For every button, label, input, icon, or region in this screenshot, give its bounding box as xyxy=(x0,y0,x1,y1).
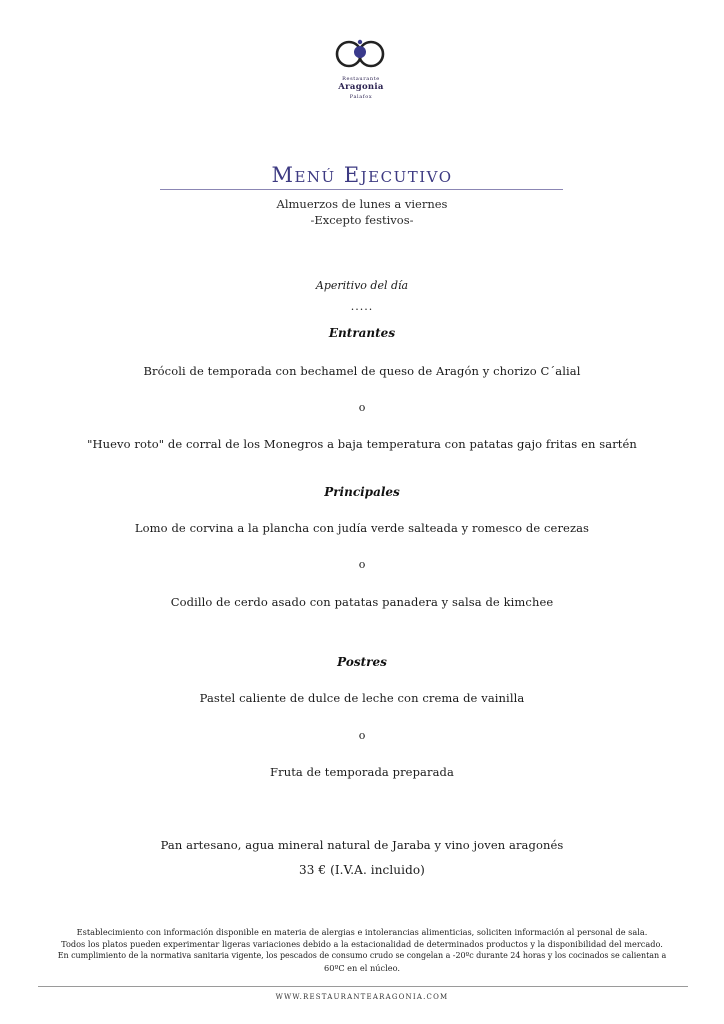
menu-price: 33 € (I.V.A. incluido) xyxy=(299,863,425,877)
menu-includes: Pan artesano, agua mineral natural de Jaraba y vino joven aragonés xyxy=(160,838,564,852)
logo-name: Aragonia xyxy=(338,82,384,92)
starter-item: Brócoli de temporada con bechamel de queso de Aragón y chorizo C´alial xyxy=(143,364,581,378)
or-separator: o xyxy=(358,729,366,742)
dessert-item: Fruta de temporada preparada xyxy=(270,765,454,779)
footer-divider xyxy=(38,986,688,987)
logo-line-1: Restaurante xyxy=(342,76,380,82)
main-item: Lomo de corvina a la plancha con judía verde salteada y romesco de cerezas xyxy=(134,521,590,535)
or-separator: o xyxy=(358,401,366,414)
starter-item: "Huevo roto" de corral de los Monegros a baja temperatura con patatas gajo fritas en sartén xyxy=(87,437,637,451)
footer-variation-note: Todos los platos pueden experimentar ligeras variaciones debido a la estacionalidad de determinados productos y la disponibilidad del mercado. xyxy=(61,939,663,949)
website-link[interactable]: WWW.RESTAURANTEARAGONIA.COM xyxy=(275,993,449,1001)
footer-allergy-note: Establecimiento con información disponible en materia de alergias e intolerancias alimenticias, soliciten información al personal de sala. xyxy=(76,927,648,937)
footer-sanitary-note-cont: 60ºC en el núcleo. xyxy=(324,963,400,973)
appetizer-dots: ..... xyxy=(350,300,374,313)
menu-title: Menú Ejecutivo xyxy=(271,163,453,187)
logo-line-3: Palafox xyxy=(349,94,373,100)
menu-subtitle: Almuerzos de lunes a viernes xyxy=(276,197,448,211)
section-title-mains: Principales xyxy=(324,485,400,499)
main-item: Codillo de cerdo asado con patatas panadera y salsa de kimchee xyxy=(170,595,554,609)
section-title-starters: Entrantes xyxy=(328,326,396,340)
logo-circles-icon xyxy=(334,34,388,72)
footer-sanitary-note: En cumplimiento de la normativa sanitaria vigente, los pescados de consumo crudo se congelan a -20ºc durante 24 horas y los cocinados se calientan a xyxy=(57,951,667,960)
menu-exception-note: -Excepto festivos- xyxy=(310,213,414,227)
title-divider xyxy=(160,189,563,190)
section-title-desserts: Postres xyxy=(337,655,387,669)
restaurant-logo xyxy=(326,34,396,110)
or-separator: o xyxy=(358,558,366,571)
dessert-item: Pastel caliente de dulce de leche con crema de vainilla xyxy=(199,691,525,705)
appetizer-line: Aperitivo del día xyxy=(315,279,409,292)
